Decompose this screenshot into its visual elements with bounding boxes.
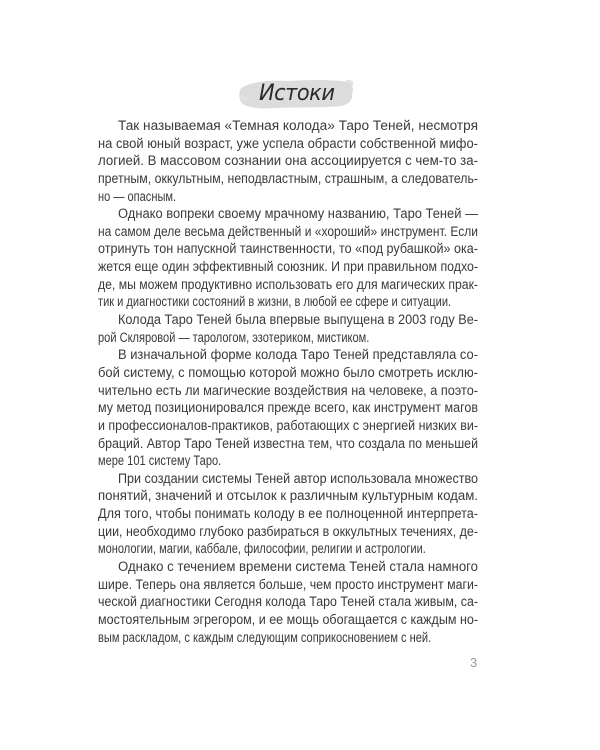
paragraph: [98, 346, 478, 469]
text-line-content: на свой юный возраст, уже успела обрасти собственной мифо-: [98, 135, 478, 151]
text-line: [98, 117, 478, 135]
text-line-content: тик и диагностики состояний в жизни, в любой ее сфере и ситуации.: [98, 294, 452, 310]
text-line: [98, 329, 478, 347]
text-line: [98, 487, 478, 505]
paragraph: [98, 558, 478, 646]
text-line-content: монологии, магии, каббале, философии, религии и астрологии.: [98, 541, 426, 557]
text-line: [98, 435, 478, 453]
text-line-content: браций. Автор Таро Теней известна тем, что создала по меньшей: [98, 435, 478, 451]
text-line: [98, 311, 478, 329]
text-line: [98, 223, 478, 241]
text-line: [98, 629, 478, 647]
text-line: [98, 399, 478, 417]
text-line: [98, 470, 478, 488]
paragraph: [98, 470, 478, 558]
text-line-content: логией. В массовом сознании она ассоциируется с чем-то за-: [98, 153, 478, 169]
text-line-content: ческой диагностики Сегодня колода Таро Теней стала живым, са-: [98, 594, 478, 610]
text-line: [98, 558, 478, 576]
text-line-content: ции, необходимо глубоко разбираться в оккультных течениях, де-: [98, 523, 478, 539]
text-line-content: мере 101 систему Таро.: [98, 453, 222, 469]
text-line-content: чительно есть ли магические воздействия на человеке, а поэто-: [98, 382, 478, 398]
text-line: [98, 170, 478, 188]
text-line: [98, 293, 478, 311]
text-line-content: му метод позиционировался прежде всего, как инструмент магов: [98, 400, 478, 416]
text-line-content: Колода Таро Теней была впервые выпущена в 2003 году Ве-: [118, 312, 478, 328]
text-line-content: Для того, чтобы понимать колоду в ее полноценной интерпрета-: [98, 506, 478, 522]
text-line: [98, 364, 478, 382]
text-line-content: Однако с течением времени система Теней стала намного: [118, 559, 478, 575]
paragraph: [98, 311, 478, 346]
text-line: [98, 611, 478, 629]
body-text: [98, 117, 478, 646]
page-number: 3: [470, 655, 478, 670]
text-line-content: рой Скляровой — тарологом, эзотериком, мистиком.: [98, 329, 370, 345]
paragraph: [98, 117, 478, 205]
text-line: [98, 540, 478, 558]
text-line: [98, 276, 478, 294]
text-line: [98, 593, 478, 611]
text-line-content: жется еще один эффективный союзник. И при правильном подхо-: [98, 259, 478, 275]
text-line: [98, 135, 478, 153]
text-line-content: мостоятельным эгрегором, и ее мощь обогащается с каждым но-: [98, 611, 478, 627]
paragraph: [98, 205, 478, 311]
text-line: [98, 417, 478, 435]
text-line: [98, 576, 478, 594]
text-line-content: Однако вопреки своему мрачному названию, Таро Теней —: [118, 206, 478, 222]
text-line-content: де, мы можем продуктивно использовать его для магических прак-: [98, 276, 478, 292]
text-line-content: на самом деле весьма действенный и «хороший» инструмент. Если: [98, 223, 478, 239]
text-line-content: понятий, значений и отсылок к различным культурным кодам.: [98, 488, 478, 504]
text-line: [98, 346, 478, 364]
text-line-content: но — опасным.: [98, 188, 177, 204]
text-line-content: вым раскладом, с каждым следующим соприкосновением с ней.: [98, 629, 432, 645]
text-line-content: При создании системы Теней автор использовала множество: [118, 470, 478, 486]
chapter-title-text: Истоки: [259, 81, 335, 106]
text-line-content: отринуть тон напускной таинственности, то «под рубашкой» ока-: [98, 241, 478, 257]
text-line: [98, 452, 478, 470]
text-line-content: претным, оккультным, неподвластным, страшным, а следователь-: [98, 170, 478, 186]
text-line-content: и профессионалов-практиков, работающих с энергией низких ви-: [98, 417, 478, 433]
text-line-content: В изначальной форме колода Таро Теней представляла со-: [118, 347, 478, 363]
text-line: [98, 523, 478, 541]
text-line-content: шире. Теперь она является больше, чем просто инструмент маги-: [98, 576, 478, 592]
text-line-content: бой систему, с помощью которой можно было смотреть исклю-: [98, 364, 478, 380]
text-line: [98, 152, 478, 170]
text-line: [98, 258, 478, 276]
text-line: [98, 188, 478, 206]
text-line: [98, 382, 478, 400]
text-line: [98, 240, 478, 258]
text-line-content: Так называемая «Темная колода» Таро Теней, несмотря: [118, 118, 478, 133]
text-line: [98, 505, 478, 523]
chapter-title: [237, 76, 355, 110]
text-line: [98, 205, 478, 223]
